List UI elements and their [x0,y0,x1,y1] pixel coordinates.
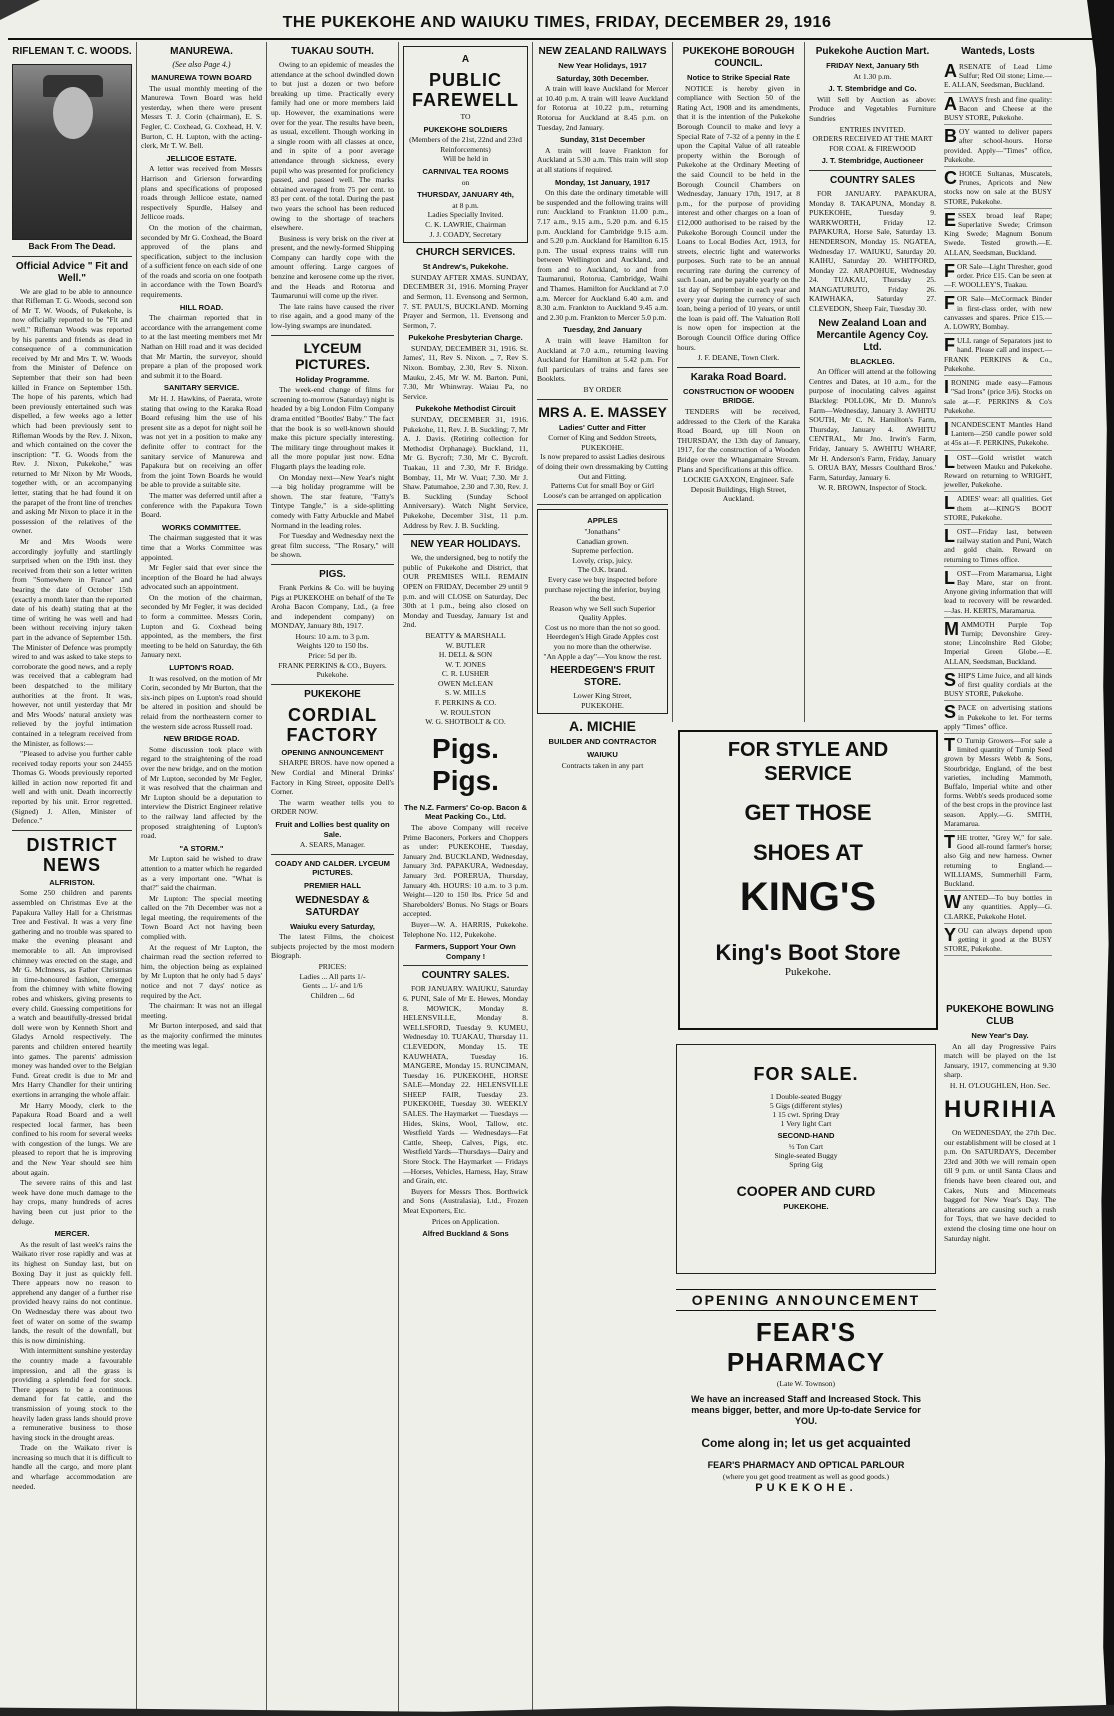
drop-cap: E [944,209,957,230]
church-text: SUNDAY, DECEMBER 31, 1916. Pukekohe, 11, Rev. J. B. Suckling; 7, Mr A. J. Davis. (Retiring collection for Methodist Orphanage). Buckland, 11, Mr G. Bycroft; 7.30, Mr C. Bycroft. Tuakau, 11 and 7.30, Mr F. Bridge. Bombay, 11, Mr W. Vuat; 7.30. Mr J. Shaw. Patumahoe, 2.30 and 7.30, Rev. J. B. Suckling (Sunday School Anniversary). Watch Night Service, Pukekohe, December 31st, 11 p.m. Address by Rev. J. B. Suckling. [403,415,528,530]
section-heading: HILL ROAD. [179,302,224,312]
karaka-sub: CONSTRUCTION OF WOODEN BRIDGE. [683,386,794,406]
ad-text: Frank Perkins & Co. will be buying Pigs at PUKEKOHE on behalf of the Te Aroha Bacon Company, Ltd., (a free and independent company) on MONDAY, January 8th, 1917. [271,582,394,631]
michie-heading: A. MICHIE [569,718,636,735]
classified-ad [944,60,1052,93]
classified-ad [944,618,1052,669]
article-paragraph: The severe rains of this and last week have done much damage to the hay crops, many hundreds of acres having been cut just prior to the deluge. [12,1178,132,1226]
ad-line: Price: 5d per lb. [308,651,357,661]
massey-line: Loose's can be arranged on application [543,490,662,500]
see-also: (See also Page 4.) [172,60,231,69]
sale-item: 1 15 cwt. Spring Dray [772,1110,840,1119]
classified-text: OU can always depend upon getting it good at the BUSY STORE, Pukekohe. [944,925,1052,954]
apple-line: The O.K. brand. [577,565,628,575]
article-paragraph: Some discussion took place with regard to the straightening of the road over the new bridge, and on the motion of Mr Lupton, seconded by Mr Fegler, it was resolved that the chairman and Mr Lupton should be a deputation to interview the District Engineer relative to the railway land affected by the proposed straightening of Lupton's road. [141,744,262,841]
district-news-heading: DISTRICT NEWS [26,834,118,875]
classified-text: HE trotter, "Grey W," for sale. Good all-round farmer's horse; also Gig and new harness. Owner returning to England.—WILLIAMS, Summerhill Farm, Buckland. [944,833,1052,889]
prices-heading: PRICES: [318,961,347,971]
classified-ad [944,418,1052,451]
classified-ad [944,492,1052,525]
classified-text: RSENATE of Lead Lime Sulfur; Red Oil stone; Lime.—E. ALLAN, Seedsman, Buckland. [944,62,1052,90]
farewell-heading: PUBLIC FAREWELL [412,70,519,110]
kings-store: King's Boot Store [715,940,901,965]
sale-item: 5 Gigs (different styles) [769,1101,843,1110]
fruit-heading: Fruit and Lollies best quality on Sale. [275,820,390,839]
firm-name: W. T. JONES [445,659,486,669]
apple-lines [541,527,664,661]
rail-day: Tuesday, 2nd January [563,325,642,335]
classified-text: ULL range of Separators just to hand. Please call and inspect.—FRANK PERKINS & Co., Pukekohe. [944,336,1052,373]
drop-cap: W [944,892,961,913]
classified-text: OY wanted to deliver papers after school-hours. Horse provided. Apply—"Times" office, Pukekohe. [944,127,1052,164]
classified-list [944,60,1052,956]
classified-ad [944,701,1052,734]
article-paragraph: On the motion of the chairman, seconded by Mr G. Coxhead, the Board approved of the plans and specification, subject to the inclusion of a sufficient fence on each side of one of the roads and scoria on one footpath in accordance with the Town Board's requirements. [141,222,262,300]
kings-boot-store-ad [678,730,938,1030]
massey-line: Patterns Cut for small Boy or Girl [550,481,655,491]
article-paragraph: On Monday next—New Year's night—a big holiday programme will be shown. The star feature, "Fatty's Tintype Tangle," is a side-splitting comedy with Fatty Arbuckle and Mabel Normand in the leading roles. [271,472,394,530]
price-line: Children ... 6d [310,990,355,1000]
article-paragraph: Owing to an epidemic of measles the attendance at the school dwindled down to but just a dozen or two before breaking up time. Practically every family had one or more members laid up. However, the examinations were over for the year. The results have been, as usual, excellent. Though working in a single room with all classes at once, and in spite of a poor average attendance through sickness, every pupil who was presented for proficiency passed, and passed well. The marks obtained averaged from 75 per cent. to 83 per cent. of the total. During the past two years the school has been reduced owing to the shortage of teachers elsewhere. [271,60,394,233]
drop-cap: L [944,567,955,588]
ad-line: Weights 120 to 150 lbs. [296,641,369,651]
classified-ad [944,891,1052,924]
section-heading: LUPTON'S ROAD. [169,663,234,673]
hurihia-text: On WEDNESDAY, the 27th Dec. our establishment will be closed at 1 p.m. On SATURDAYS, December 23rd and 30th we will remain open till 9 p.m. or until Santa Claus and friends have been cleared out, and Cakes, Nuts and Mincemeats bagged for New Year's Day. The alterations are causing such a rush for Toys, that we have decided to extend the closing time one hour on Saturday night. [944,1127,1056,1243]
fear-place: PUKEKOHE. [755,1481,857,1494]
borough-text: NOTICE is hereby given in compliance with Section 50 of the Rating Act, 1908 and its amendments, that it is the intention of the Pukekohe Borough Council to make and levy a Special Rate of 7-32 of a penny in the £ upon the Capital Value of all rateable property within the Borough of Pukekohe at the Ordinary Meeting of the said Council to be held in the Borough Council Chambers on Wednesday, January 17th, 1917, at 8 p.m., for the purpose of providing interest and other charges on a loan of £12,000 authorised to be raised by the Pukekohe Borough Council under the Loans to Local Bodies Act, 1913, for streets, electric light and waterworks purposes. Such rate to be an annual recurring rate during the currency of such Loan, and be payable yearly on the 1st day of September in each year and every year during the currency of such loan, being a period of 10 years, or until the loan is paid off. The Valuation Roll is now open for inspection at the Borough Council Office during Office hours. [677,83,800,352]
ad-text: SHARPE BROS. have now opened a New Cordial and Mineral Drinks' Factory in King Street, opposite Dell's Corner. [271,758,394,797]
classified-text: OST—Friday last, between railway station and Puni, Watch and gold chain. Reward on returning to Times office. [944,526,1052,564]
cooper-place: PUKEKOHE. [783,1201,829,1211]
classified-ad [944,831,1052,891]
rail-text: A train will leave Hamilton for Auckland at 7.0 a.m., returning leaving Auckland for Hamilton at 5.42 p.m. For full particulars of trains and fares see Booklets. [537,336,668,384]
massey-sub: Ladies' Cutter and Fitter [558,422,647,432]
article-paragraph: Mr and Mrs Woods were accordingly joyfully and startlingly surprised when on the 19th inst. they received from their son a letter written from "Somewhere in France" and bearing the date of October 15th (exactly a month later than the reported date of his death) stating that at the time of writing he was well and had been without receiving injury taken part in the advance of September 15th. The Minister of Defence was promptly wired to and was asked to take steps to corroborate the good news, and a reply was received that a cablegram had been despatched to the military authorities at the front. It was, however, not until yesterday that Mr and Mrs Woods' natural anxiety was relieved by the joyful intimation contained in a telegram received from the Minister, as follows:— [12,537,132,748]
hurihia-heading: HURIHIA [944,1095,1058,1123]
drop-cap: F [944,293,955,314]
blackleg-heading: BLACKLEG. [850,356,895,366]
classified-ad [944,924,1052,957]
column-2 [136,42,266,1716]
classified-text: RONING made easy—Famous "Sad Irons" (price 3/6). Stocks on sale at—F. PERKINS & Co's Pukekohe. [944,378,1052,415]
classified-text: OST—From Maramarua, Light Bay Mare, star on front. Anyone giving information that will lead to recovery will be rewarded.—Jas. H. KERTS, Maramarua. [944,568,1052,615]
kings-line: FOR STYLE AND [727,739,889,761]
fear-late: (Late W. Townson) [776,1379,836,1388]
article-paragraph: The chairman suggested that it was time that a Works Committee was appointed. [141,533,262,562]
massey-line: Is now prepared to assist Ladies desirous of doing their own dressmaking by Cutting Out and Fitting. [537,452,668,481]
firm-name: OWEN McLEAN [437,678,494,688]
article-paragraph: We are glad to be able to announce that Rifleman T. G. Woods, second son of Mr T. W. Woods, of Pukekohe, is now officially reported to be "Fit and well." Rifleman Woods was reported by his parents and friends as dead in consequence of a communication received by Mr and Mrs T. W. Woods from the Minister of Defence on September that their son had been killed in France on September 15th. The hope of his parents, which had been previously entertained such was dispelled, a few weeks ago a letter which had been previously sent to Rifleman Woods by the Rev. J. Nixon, and which contained on the cover the inscription: "T. G. Woods from the Rev. J. Nixon, Pukekohe," was returned to Mr Nixon by Mr Woods, together with, or an accompanying letter, stating that he had found it on the parapet of the front line of trenches and asking Mr Nixon to place it in the possession of the relatives of the owner. [12,286,132,536]
article-paragraph: For Tuesday and Wednesday next the great film success, "The Rosary," will be shown. [271,531,394,560]
heerdegen-line: PUKEKOHE. [581,700,624,710]
classified-text: AMMOTH Purple Top Turnip; Devonshire Grey-stone; Lincolnshire Red Globe; Imperial Green Globe.—E. ALLAN, Seedsman, Buckland. [944,619,1052,666]
fear-acquainted: Come along in; let us get acquainted [701,1436,911,1450]
kings-line: SHOES AT [752,840,863,865]
cooper-heading: COOPER AND CURD [736,1182,876,1199]
apple-line: Supreme perfection. [571,546,634,556]
price-line: Gents ... 1/- and 1/6 [302,981,363,991]
drop-cap: T [944,832,955,853]
firm-name: H. DELL & SON [438,650,493,660]
firm-name: C. R. LUSHER [441,669,490,679]
article-paragraph: Mr Harry Moody, clerk to the Papakura Road Board and a well respected local farmer, has been confined to his room for several weeks with congestion of the lungs. We are pleased to report that he is improving and the New Year should see him about again. [12,1100,132,1177]
drop-cap: C [944,168,957,189]
church-text: SUNDAY, DECEMBER 31, 1916. St. James', 11, Rev S. Nixon. ,, 7, Rev S. Nixon. Bombay, 2.30, Rev S. Nixon. Mauku, 2.45, Mr W. M. Barton. Puni, 7.30, Mr Whinwray. Waiau Pa, no Service. [403,343,528,401]
apple-line: Cost us no more than the not so good. [545,622,660,632]
classified-text: NCANDESCENT Mantles Hand Lantern—250 candle power sold at 45s at—F. PERKINS, Pukekohe. [944,419,1052,448]
fears-pharmacy-ad [676,1286,936,1716]
for-sale-ad [676,1044,936,1274]
waiuku-heading: Waiuku every Saturday, [290,921,375,931]
newyear-text: We, the undersigned, beg to notify the public of Pukekohe and District, that OUR PREMISES WILL REMAIN OPEN on FRIDAY, December 29 until 9 p.m. and will CLOSE on Saturday, Dec 30th at 1 p.m., being also closed on Monday and Tuesday, January 1st and 2nd. [403,553,528,630]
drop-cap: L [944,493,955,514]
article-paragraph: Mr H. J. Hawkins, of Paerata, wrote stating that owing to the Karaka Road Board refusing him the use of his present site as a depot for night soil he was not yet in a position to make any definite offer to contract for the sanitary service of Manurewa and Papakura but on receiving an offer from the joint Town Boards he would be able to provide a suitable site. [141,394,262,490]
farewell-line: (Members of the 21st, 22nd and 23rd Reinforcements) [409,135,522,154]
price-line: Ladies ... All parts 1/- [299,971,366,981]
pigs-heading: PIGS. [319,568,346,580]
church-sub: St Andrew's, Pukekohe. [422,262,509,272]
drop-cap: A [944,93,957,114]
karaka-text: TENDERS will be received, addressed to the Clerk of the Karaka Road Board, up till Noon on THURSDAY, the 13th day of January, 1917, for the construction of a Wooden Bridge over the Whangamaire Stream. Plans and Specifications at this office. [677,407,800,474]
column-4 [398,42,532,1716]
fear-parlour: FEAR'S PHARMACY AND OPTICAL PARLOUR [707,1460,905,1470]
farewell-line: Will be held in [442,154,489,164]
column-6 [672,42,804,722]
farewell-venue: CARNIVAL TEA ROOMS [422,166,509,176]
michie-sub: BUILDER AND CONTRACTOR [548,737,657,747]
church-text: SUNDAY AFTER XMAS. SUNDAY, DECEMBER 31, 1916. Morning Prayer and Sermon, 11. Evensong and Sermon, 7. ST. PAUL'S, BUCKLAND. Morning Prayer and Sermon, 11. Evensong and Sermon, 7. [403,272,528,330]
apple-line: Every case we buy inspected before purchase rejecting the inferior, buying the best. [544,574,661,604]
mercer-heading: MERCER. [54,1229,90,1239]
auction-heading: Pukekohe Auction Mart. [815,46,930,57]
classified-ad [944,525,1052,567]
borough-notice: Notice to Strike Special Rate [687,73,790,82]
drop-cap: A [944,61,957,81]
wanteds-heading: Wanteds, Losts [961,46,1035,57]
classified-ad [944,260,1052,293]
farewell-line: C. K. LAWRIE, Chairman [425,219,506,229]
column-8 [940,42,1056,992]
bowling-sign: H. H. O'LOUGHLEN, Hon. Sec. [949,1080,1051,1090]
sale-item: Single-seated Buggy [774,1150,838,1160]
karaka-sign: LOCKIE GAXXON, Engineer. Safe Deposit Buildings, High Street, Auckland. [683,475,794,504]
auction-orders: ORDERS RECEIVED AT THE MART FOR COAL & FIREWOOD [812,134,933,153]
portrait-caption: Back From The Dead. [28,241,116,251]
portrait-heading: RIFLEMAN T. C. WOODS. [12,46,132,57]
cordial-heading-c: OPENING ANNOUNCEMENT [281,747,384,757]
buckland-line: Alfred Buckland & Sons [422,1229,509,1239]
article-paragraph: Mr Lupton: The special meeting called on the 7th December was not a legal meeting, the requirements of the Town Board Act not having been complied with. [141,893,262,942]
article-paragraph: At the request of Mr Lupton, the chairman read the section referred to him, the objection being as explained by Mr Lupton that he only had 5 days' notice and not 7 days' notice as required by the Act. [141,942,262,1000]
fruit-sign: A. SEARS, Manager. [299,840,366,850]
firm-name: W. G. SHOTBOLT & CO. [425,717,506,727]
article-paragraph: Mr Lupton said he wished to draw attention to a matter which he regarded as a very important one. "What is that?" said the chairman. [141,854,262,893]
kings-line: SERVICE [764,763,852,785]
article-paragraph: It was resolved, on the motion of Mr Corin, seconded by Mr Burton, that the six-inch pipes on Lupton's road should be altered in position and should be relaid from the northeastern corner to the western side across Russell road. [141,673,262,731]
ad-line: Hours: 10 a.m. to 3 p.m. [295,631,370,641]
farewell-line: at 8 p.m. [452,200,479,210]
article-paragraph: With intermittent sunshine yesterday the country made a favourable impression, and all the grass is providing a splendid feed for stock. There appears to be a continuous demand for fat cattle, and the transmission of young stock to the heavily laden grass lands should prove a remunerative business to those having stock in the drought areas. [12,1346,132,1442]
drop-cap: F [944,260,955,281]
fear-tagline: (where you get good treatment as well as good goods.) [722,1471,890,1481]
heerdegen-line: Lower King Street, [573,691,632,701]
column-7 [804,42,940,722]
rail-text: A train will leave Auckland for Mercer at 10.40 p.m. A train will leave Auckland for Rotorua at 10.22 p.m., returning Rotorua for Auckland at 8.45 p.m. on Tuesday, 2nd January. [537,84,668,132]
classified-ad [944,669,1052,702]
rail-heading: NEW ZEALAND RAILWAYS [538,46,667,57]
drop-cap: B [944,126,957,147]
ad-text: The warm weather tells you to ORDER NOW. [271,797,394,817]
manurewa-heading: MANUREWA. [170,46,233,57]
fear-text: We have an increased Staff and Increased Stock. This means bigger, better, and more Up-to-date Service for YOU. [691,1394,921,1426]
farmers-text: The above Company will receive Prime Baconers, Porkers and Choppers as under: PUKEKOHE, Tuesday, January 2nd. BUCKLAND, Wednesday, January 3rd. PAPAKURA, Wednesday, January 3rd. PORERUA, Thursday, January 4th. HOURS: 10 a.m. to 3 p.m. Weight—120 to 150 lbs. Price 5d and Sharebolders' Bonus. No Stags or Boars accepted. [403,823,528,919]
classified-text: OST—Gold wristlet watch between Mauku and Pukekohe. Reward on returning to WRIGHT, jeweller, Pukekohe. [944,452,1052,490]
column-5 [532,42,672,1716]
blackleg-sign: W. R. BROWN, Inspector of Stock. [818,483,927,493]
article-heading: Official Advice " Fit and Well." [15,260,129,284]
section-heading: JELLICOE ESTATE. [166,153,237,163]
column-1 [8,42,136,1716]
article-paragraph: The matter was deferred until after a conference with the Papakura Town Board. [141,490,262,520]
farmers-heading: The N.Z. Farmers' Co-op. Bacon & Meat Packing Co., Ltd. [404,802,527,822]
buyers-text: Buyers for Messrs Thos. Borthwick and Sons (Australasia), Ltd., Frozen Meat Exporters, Etc. [403,1186,528,1215]
firm-name: F. PERKINS & CO. [434,698,497,708]
farewell-a: A [461,54,470,65]
auction-firm: J. T. Stembridge and Co. [828,84,917,94]
country-sales-heading: COUNTRY SALES [829,174,915,186]
sale-items2 [680,1142,932,1169]
classified-text: ANTED—To buy bottles in any quantities. Apply—G. CLARKE, Pukekohe Hotel. [944,893,1052,921]
farmers-support: Farmers, Support Your Own Company ! [415,942,516,961]
drop-cap: L [944,451,955,472]
firm-name: BEATTY & MARSHALL [425,630,506,640]
column-3 [266,42,398,1716]
bowling-heading: PUKEKOHE BOWLING CLUB [946,1004,1054,1027]
firm-name: W. ROULSTON [440,707,491,717]
article-paragraph: The late rains have caused the river to rise again, and a good many of the low-lying swamps are inundated. [271,301,394,331]
classified-text: LWAYS fresh and fine quality: Bacon and Cheese at the BUSY STORE, Pukekohe. [944,94,1052,123]
cordial-heading-b: CORDIAL FACTORY [286,704,379,745]
rail-day: Sunday, 31st December [559,135,646,145]
rail-text: A train will leave Frankton for Auckland at 5.30 a.m. This train will stop at all stations if required. [537,145,668,174]
apple-line: Heerdegen's High Grade Apples cost you no more than the otherwise. [546,632,659,652]
prices-app: Prices on Application. [431,1216,500,1226]
classified-ad [944,451,1052,493]
classified-text: OR Sale—Light Thresher, good order. Price £15. Can be seen at—F. WOOLLEY'S, Tuakau. [944,261,1052,290]
classified-text: HOICE Sultanas, Muscatels, Prunes, Apricots and New stocks now on sale at the BUSY STORE, Pukekohe. [944,169,1052,206]
farewell-date: THURSDAY, JANUARY 4th, [417,190,514,200]
drop-cap: S [944,669,957,690]
coady-hall: PREMIER HALL [304,880,361,890]
country-sales-text: FOR JANUARY. WAIUKU, Saturday 6. PUNI, Sale of Mr E. Hewes, Monday 8. MOWICK, Monday 8. HELENSVILLE, Monday 8. WELLSFORD, Tuesday 9. KUMEU, Wednesday 10. TUAKAU, Thursday 11. CLEVEDON, Monday 15. TE KAUWHATA, Tuesday 16. MANGERE, Monday 15. RUNCIMAN, Tuesday 16. PUKEKOHE, HORSE SALE—Monday 22. HELENSVILLE SHEEP FAIR, Tuesday 23. PUKEKOHE, Tuesday 30. WEEKLY SALES. The Haymarket — Tuesdays — Hides, Skins, Wool, Tallow, etc. Westfield Yards — Wednesdays—Fat Cattle, Sheep, Calves, Pigs, etc. Westfield Yards—Thursdays—Dairy and Store Stock. The Haymarket — Fridays—Horses, Vehicles, Harness, Hay, Straw and Grain, etc. [403,984,528,1186]
rail-text: On this date the ordinary timetable will be suspended and the following trains will run: Auckland to Frankton 11.00 p.m., 7.17 a.m., 9.15 a.m., 5.20 p.m. and 6.15 p.m. Auckland for Cambridge 9.15 a.m. and 5.20 p.m. Auckland for Hamilton 6.15 p.m. The usual express trains will run between Wellington and Auckland, and from and to Auckland, to and from Taumarunui, Rotorua, Cambridge, Waihi and Thames. Hamilton for Auckland at 7.0 a.m. Mercer for Auckland 6.40 a.m. and 8.30 a.m. Frankton to Auckland 9.45 a.m. and 2.30 p.m. Frankton to Mercer 5.0 p.m. [537,188,668,322]
newyear-heading: NEW YEAR HOLIDAYS. [410,539,521,551]
article-paragraph: Mr Fegler said that ever since the inception of the Board he had always advocated such an appointment. [141,563,262,592]
kings-name: KING'S [739,875,877,919]
section-heading: MANUREWA TOWN BOARD [151,73,252,82]
lyceum-sub: Holiday Programme. [295,374,370,384]
article-paragraph: Some 250 children and parents assembled on Christmas Eve at the Papakura Valley Hall for a Christmas Tree and Festival. It was a very fine gathering and no trouble was spared to make the evening pleasant and memorable to all. An improvised chimney was erected on the stage, and Mr G. McInness, as Father Christmas in time-honoured fashion, emerged from the chimney with white flowing robes and whiskers, giving presents to every child. Guessing competitions for a watch and beautifully-dressed bridal doll were won by Kenneth Short and Gladys Arnold respectively. The parents and children entered heartily into games. The parents' admission money was handed over to the Belgian Fund. Great credit is due to Mr and Mrs Harry Chandler for their untiring exertions in arranging the whole affair. [12,888,132,1099]
bowling-text: An all day Progressive Pairs match will be played on the 1st January, 1917, commencing at 9.30 sharp. [944,1041,1056,1080]
section-heading: NEW BRIDGE ROAD. [163,734,240,744]
section-heading: SANITARY SERVICE. [163,383,240,393]
ad-line: FRANK PERKINS & CO., Buyers. Pukekohe. [278,660,387,680]
sale-items [680,1092,932,1128]
massey-heading: MRS A. E. MASSEY [538,403,667,420]
article-paragraph: The week-end change of films for screening to-morrow (Saturday) night is headed by a big London Film Company drama entitled "Bootles' Baby." The fact that the book is so well-known should make this picture specially interesting. The military tinge throughout makes it all the more popular just now. Edna Flugarth plays the leading role. [271,385,394,471]
church-sub: Pukekohe Presbyterian Charge. [408,333,523,343]
farewell-line: J. J. COADY, Secretary [429,229,502,239]
masthead-title: THE PUKEKOHE AND WAIUKU TIMES, FRIDAY, DECEMBER 29, 1916 [282,14,832,31]
alfriston-heading: ALFRISTON. [49,877,95,887]
drop-cap: I [944,377,950,398]
masthead-rule [8,38,1106,40]
article-paragraph: The chairman reported that in accordance with the arrangement come to at the last meeting members met Mr Nathan on Hill road and it was decided that Mr Martin, the surveyor, should prepare a plan of the proposed work and submit it to the Board. [141,313,262,380]
country-sales-text: FOR JANUARY. PAPAKURA, Monday 8. TAKAPUNA, Monday 8. PUKEKOHE, Tuesday 9. WARKWORTH, Friday 12. PAPAKURA, Horse Sale, Saturday 13. HENDERSON, Monday 15. NGATEA, Wednesday 17. WAIUKU, Saturday 20. KAIHU, Saturday 20. WHITFORD, Monday 22. ARAPOHUE, Wednesday 24. TUAKAU, Thursday 25. MANGATURUTO, Friday 26. KAIWHAKA, Saturday 27. CLEVEDON, Sheep Fair, Tuesday 30. [809,188,936,314]
apple-line: Lovely, crisp, juicy. [572,555,633,565]
drop-cap: I [944,418,950,439]
rail-day: Saturday, 30th December. [556,73,649,83]
article-paragraph: On the motion of the chairman, seconded by Mr Fegler, it was decided to form a committee. Messrs Corin, Lupton and G. Coxhead being appointed, as the members, the first meeting to be held on Saturday, the 6th January next. [141,592,262,660]
auction-text: Will Sell by Auction as above: Produce and Vegetables Furniture Sundries [809,94,936,123]
rail-sub: New Year Holidays, 1917 [558,61,647,70]
classified-ad [944,567,1052,618]
article-paragraph: The chairman: It was not an illegal meeting. [141,1001,262,1020]
apple-line: "An Apple a day"—You know the rest. [543,651,662,661]
lyceum-heading: LYCEUM PICTURES. [295,339,370,372]
article-paragraph: Business is very brisk on the river at present, and the newly-formed Shipping Company can hardly cope with the amount offering. Large cargoes of benzine and kerosene come up the river, and the Heads and Rotorua and Taumarunui will come up the river. [271,233,394,301]
cordial-heading-a: PUKEKOHE [304,688,361,700]
classified-ad [944,93,1052,126]
michie-line: Contracts taken in any part [561,760,644,770]
karaka-heading: Karaka Road Board. [690,371,787,383]
auction-date: FRIDAY Next, January 5th [826,61,919,70]
article-paragraph: As the result of last week's rains the Waikato river rose rapidly and was at its highest on Sunday last, but on Boxing Day it just as quickly fell. There appears now no reason to apprehend any danger of a further rise provided heavy rains do not continue. On Wednesday there was about two feet of water on some of the swamp lands, the result of the downfall, but this is now diminishing. [12,1239,132,1345]
farewell-line: TO [460,112,471,121]
article-paragraph: The usual monthly meeting of the Manurewa Town Board was held yesterday, when there were present Messrs T. J. Corin (chairman), E. S. Fegler, C. Coxhead, G. Coxhead, H. V. Burton, C. H. Lupton, with the acting-clerk, Mr T. W. Bell. [141,83,262,151]
ad-text: The latest Films, the choicest subjects projected by the most modern Biograph. [271,932,394,961]
firms-list [403,631,528,727]
classified-ad [944,209,1052,260]
fear-heading: FEAR'S PHARMACY [726,1317,886,1377]
farmers-buyer: Buyer—W. A. HARRIS, Pukekohe. Telephone No. 112, Pukekohe. [403,919,528,939]
farewell-line: on [461,177,470,187]
bowling-ad [944,1000,1056,1244]
classified-ad [944,734,1052,831]
article-paragraph: Trade on the Waikato river is increasing so much that it is difficult to handle all the cargo, and more plant and wharfage accommodation are needed. [12,1443,132,1491]
classified-text: OR Sale—McCormack Binder in first-class order, with new canvasses and spares. Price £15.—A. LOWRY, Bombay. [944,294,1052,332]
blackleg-text: An Officer will attend at the following Centres and Dates, at 10 a.m., for the purpose of inoculating calves against Blackleg: POLLOK, Mr D. Munro's Farm—Wednesday, January 3. AWHITU SOUTH, Mr C. N. Hamilton's Farm, Thursday, January 4. AWHITU CENTRAL, Mr Jno. Irwin's Farm, Friday, January 5. AWHITU WHARF, Mr H. Anderson's Farm, Friday, January 5. ORUA BAY, Messrs Coulthard Bros.' Farm, Saturday, January 6. [809,367,936,482]
rail-day: Monday, 1st January, 1917 [554,177,651,187]
drop-cap: F [944,335,955,356]
classified-text: PACE on advertising stations in Pukekohe to let. For terms apply "Times" office. [944,703,1052,731]
bowling-sub: New Year's Day. [971,1031,1029,1040]
massey-line: Corner of King and Seddon Streets, PUKEKOHE. [548,433,657,452]
nz-loan-heading: New Zealand Loan and Mercantile Agency Coy. Ltd. [816,317,929,353]
article-paragraph: A letter was received from Messrs Harrison and Grierson forwarding plans and specifications of proposed roads through Jellicoe estate, named respectively Spurdle, Halsey and Jellicoe roads. [141,164,262,222]
rail-order: BY ORDER [583,385,622,394]
section-heading: WORKS COMMITTEE. [162,522,241,532]
farewell-line: Ladies Specially Invited. [427,210,504,220]
apple-line: Canadian grown. [576,536,629,546]
classified-ad [944,376,1052,418]
auction-time: At 1.30 p.m. [853,71,892,81]
borough-sign: J. F. DEANE, Town Clerk. [697,353,780,363]
sale-item: Spring Gig [789,1159,823,1169]
classified-text: ADIES' wear: all qualities. Get them at—KING'S BOOT STORE, Pukekohe. [944,494,1052,522]
drop-cap: T [944,735,955,755]
michie-place: WAIUKU [587,750,618,760]
farewell-soldiers: PUKEKOHE SOLDIERS [423,124,508,134]
soldier-portrait [12,64,132,240]
church-sub: Pukekohe Methodist Circuit [415,404,516,414]
sale-item: 1 Very light Cart [780,1119,832,1128]
kings-line: GET THOSE [744,800,872,825]
article-paragraph: Mr Burton interposed, and said that as the majority confirmed the minutes the meeting was legal. [141,1021,262,1050]
coady-days: WEDNESDAY & SATURDAY [295,894,370,918]
country-sales-heading: COUNTRY SALES. [421,970,510,982]
kings-place: Pukekohe. [784,966,832,978]
apple-line: "Jonathans" [584,526,621,536]
classified-ad [944,125,1052,167]
apples-heading: APPLES [587,516,618,526]
classified-text: O Turnip Growers—For sale a limited quantity of Turnip Seed grown by Messrs Webb & Sons, Stourbridge, England, of the best varieties, including Mammoth, Buffalo, Imperial white and other forms. Webb's seeds produced some of the best crops in the province last season. Apply.—G. SMITH, Maramarua. [944,736,1052,828]
classified-ad [944,292,1052,334]
borough-heading: PUKEKOHE BOROUGH COUNCIL. [682,46,795,69]
classified-ad [944,334,1052,376]
auctioneer: J. T. Stembridge, Auctioneer [821,156,924,166]
firm-name: S. W. MILLS [445,688,486,698]
classified-ad [944,167,1052,209]
sale-second: SECOND-HAND [777,1131,835,1140]
drop-cap: S [944,702,957,723]
church-heading: CHURCH SERVICES. [415,247,516,259]
apple-line: Reason why we Sell such Superior Quality Apples. [549,603,656,623]
coady-heading: COADY AND CALDER. LYCEUM PICTURES. [275,858,390,878]
opening-heading: OPENING ANNOUNCEMENT [676,1289,936,1311]
auction-entries: ENTRIES INVITED. [839,124,906,134]
sale-item: 1 Double-seated Buggy [770,1092,842,1101]
firm-name: W. BUTLER [445,640,486,650]
sale-item: ½ Ton Cart [788,1141,824,1151]
heerdegen-heading: HEERDEGEN'S FRUIT STORE. [550,665,655,689]
pigs-banner: Pigs. Pigs. [432,732,499,796]
classified-text: HIP'S Lime Juice, and all kinds of first quality cordials at the BUSY STORE, Pukekohe. [944,670,1052,699]
article-paragraph: "Pleased to advise you further cable received today reports your son 24455 Thomas G. Woods previously reported killed in action now reported fit and well and with unit. Death incorrectly reported by his unit. Error regretted. (Signed) J. Allen, Minister of Defence." [12,749,132,826]
drop-cap: Y [944,924,957,945]
classified-text: SSEX broad leaf Rape; Superlative Swede; Crimson King Swede; Magnum Bonum Swede. Tested growth.—E. ALLAN, Seedsman, Buckland. [944,210,1052,257]
section-heading: "A STORM." [179,843,224,853]
for-sale-heading: FOR SALE. [753,1064,859,1084]
tuakau-heading: TUAKAU SOUTH. [291,46,374,57]
drop-cap: M [944,618,959,639]
drop-cap: L [944,525,955,546]
